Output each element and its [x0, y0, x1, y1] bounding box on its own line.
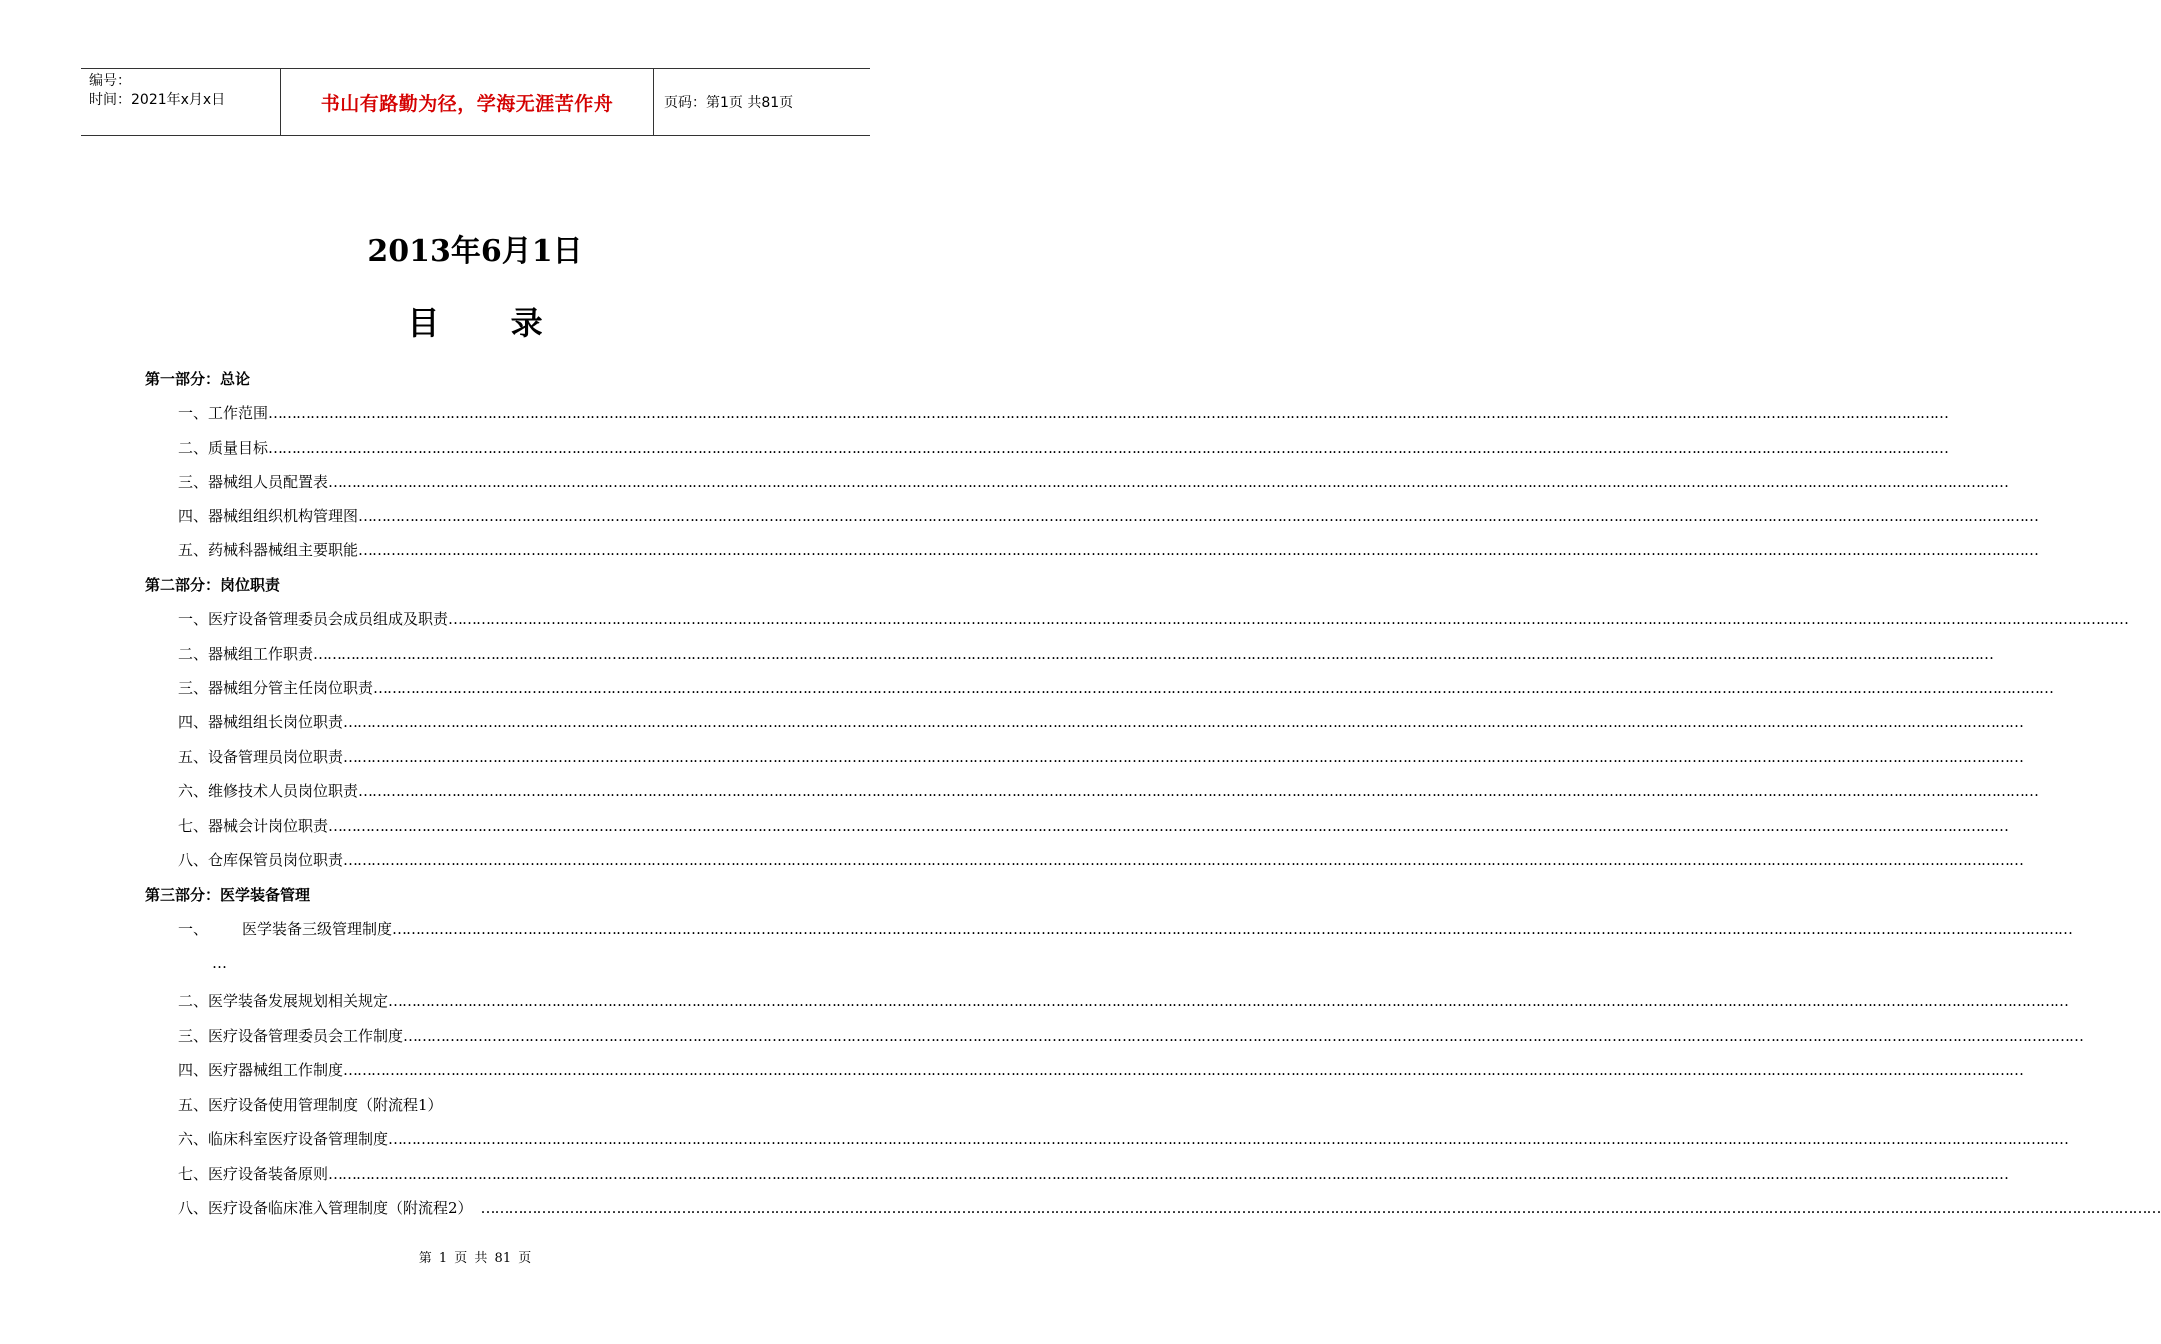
dot-leader: ……………………………………………………………………………………………………………………………………………………………………………………………………………………………………………………………………………………………………………………………… — [328, 1165, 2009, 1183]
dot-leader: ……………………………………………………………………………………………………………………………………………………………………………………………………………………………………………………………………………………………………………………………… — [388, 1130, 2069, 1148]
page-footer: 第 1 页 共 81 页 — [418, 1251, 532, 1266]
page-header — [81, 68, 870, 136]
toc-entry[interactable]: 三、医疗设备管理委员会工作制度 ……………………………………………………………………………………………………………………………………………………………………………………………………………………………………………………………………………………………………………………………… — [178, 1027, 2084, 1045]
dot-leader: ……………………………………………………………………………………………………………………………………………………………………………………………………………………………………………………………………………………………………………………………… — [358, 541, 2039, 559]
number-label: 编号： — [89, 73, 131, 89]
dot-leader: ……………………………………………………………………………………………………………………………………………………………………………………………………………………………………………………………………………………………………………………………… — [480, 1199, 2161, 1217]
toc-entry[interactable]: 五、医疗设备使用管理制度（附流程1） — [178, 1096, 443, 1114]
toc-entry[interactable]: 七、医疗设备装备原则 ……………………………………………………………………………………………………………………………………………………………………………………………………………………………………………………………………………………………………………………………… — [178, 1165, 2009, 1183]
toc-entry[interactable]: 六、维修技术人员岗位职责 ……………………………………………………………………………………………………………………………………………………………………………………………………………………………………………………………………………………………………………………………… — [178, 782, 2039, 800]
toc-entry[interactable]: 四、医疗器械组工作制度 ……………………………………………………………………………………………………………………………………………………………………………………………………………………………………………………………………………………………………………………………… — [178, 1061, 2024, 1079]
toc-entry[interactable]: 二、医学装备发展规划相关规定 ……………………………………………………………………………………………………………………………………………………………………………………………………………………………………………………………………………………………………………………………… — [178, 992, 2069, 1010]
toc-entry[interactable]: 二、质量目标 ……………………………………………………………………………………………………………………………………………………………………………………………………………………………………………………………………………………………………………………………… — [178, 439, 1949, 457]
toc-entry[interactable]: 七、器械会计岗位职责 ……………………………………………………………………………………………………………………………………………………………………………………………………………………………………………………………………………………………………………………………… — [178, 817, 2009, 835]
dot-leader: ……………………………………………………………………………………………………………………………………………………………………………………………………………………………………………………………………………………………………………………………… — [328, 817, 2009, 835]
dot-leader: ……………………………………………………………………………………………………………………………………………………………………………………………………………………………………………………………………………………………………………………………… — [358, 782, 2039, 800]
entry-number: 一、 — [178, 920, 209, 938]
dot-leader: ……………………………………………………………………………………………………………………………………………………………………………………………………………………………………………………………………………………………………………………………… — [373, 679, 2054, 697]
dot-leader: ……………………………………………………………………………………………………………………………………………………………………………………………………………………………………………………………………………………………………………………………… — [328, 473, 2009, 491]
toc-entry[interactable]: 一、 医学装备三级管理制度 ……………………………………………………………………………………………………………………………………………………………………………………………………………………………………………………………………………………………………………………………… — [178, 920, 2073, 938]
toc-entry[interactable]: 四、器械组组织机构管理图 ……………………………………………………………………………………………………………………………………………………………………………………………………………………………………………………………………………………………………………………………… — [178, 507, 2039, 525]
toc-entry[interactable]: 六、临床科室医疗设备管理制度 ……………………………………………………………………………………………………………………………………………………………………………………………………………………………………………………………………………………………………………………………… — [178, 1130, 2069, 1148]
header-meta — [81, 69, 281, 135]
toc-entry-continuation: … — [212, 954, 227, 972]
dot-leader: ……………………………………………………………………………………………………………………………………………………………………………………………………………………………………………………………………………………………………………………………… — [268, 404, 1949, 422]
document-date: 2013年6月1日 — [367, 234, 583, 269]
dot-leader: ……………………………………………………………………………………………………………………………………………………………………………………………………………………………………………………………………………………………………………………………… — [388, 992, 2069, 1010]
toc-part-1-title: 第一部分：总论 — [145, 370, 251, 388]
toc-entry[interactable]: 五、设备管理员岗位职责 ……………………………………………………………………………………………………………………………………………………………………………………………………………………………………………………………………………………………………………………………… — [178, 748, 2024, 766]
toc-entry[interactable]: 一、工作范围 ……………………………………………………………………………………………………………………………………………………………………………………………………………………………………………………………………………………………………………………………… — [178, 404, 1949, 422]
motto: 书山有路勤为径，学海无涯苦作舟 — [320, 92, 614, 115]
toc-part-3-title: 第三部分：医学装备管理 — [145, 886, 311, 904]
header-motto-cell — [281, 69, 654, 135]
dot-leader: ……………………………………………………………………………………………………………………………………………………………………………………………………………………………………………………………………………………………………………………………… — [448, 610, 2129, 628]
dot-leader: ……………………………………………………………………………………………………………………………………………………………………………………………………………………………………………………………………………………………………………………………… — [343, 851, 2024, 869]
dot-leader: ……………………………………………………………………………………………………………………………………………………………………………………………………………………………………………………………………………………………………………………………… — [343, 748, 2024, 766]
toc-entry[interactable]: 三、器械组人员配置表 ……………………………………………………………………………………………………………………………………………………………………………………………………………………………………………………………………………………………………………………………… — [178, 473, 2009, 491]
time-label: 时间：2021年x月x日 — [89, 92, 226, 108]
toc-entry[interactable]: 八、仓库保管员岗位职责 ……………………………………………………………………………………………………………………………………………………………………………………………………………………………………………………………………………………………………………………………… — [178, 851, 2024, 869]
dot-leader: ……………………………………………………………………………………………………………………………………………………………………………………………………………………………………………………………………………………………………………………………… — [343, 1061, 2024, 1079]
dot-leader: ……………………………………………………………………………………………………………………………………………………………………………………………………………………………………………………………………………………………………………………………… — [403, 1027, 2084, 1045]
toc-entry[interactable]: 二、器械组工作职责 ……………………………………………………………………………………………………………………………………………………………………………………………………………………………………………………………………………………………………………………………… — [178, 645, 1994, 663]
dot-leader: ……………………………………………………………………………………………………………………………………………………………………………………………………………………………………………………………………………………………………………………………… — [343, 713, 2024, 731]
dot-leader: ……………………………………………………………………………………………………………………………………………………………………………………………………………………………………………………………………………………………………………………………… — [392, 920, 2073, 938]
dot-leader: ……………………………………………………………………………………………………………………………………………………………………………………………………………………………………………………………………………………………………………………………… — [358, 507, 2039, 525]
toc-entry[interactable]: 四、器械组组长岗位职责 ……………………………………………………………………………………………………………………………………………………………………………………………………………………………………………………………………………………………………………………………… — [178, 713, 2024, 731]
dot-leader: ……………………………………………………………………………………………………………………………………………………………………………………………………………………………………………………………………………………………………………………………… — [313, 645, 1994, 663]
toc-entry[interactable]: 三、器械组分管主任岗位职责 ……………………………………………………………………………………………………………………………………………………………………………………………………………………………………………………………………………………………………………………………… — [178, 679, 2054, 697]
toc-entry[interactable]: 一、医疗设备管理委员会成员组成及职责 ……………………………………………………………………………………………………………………………………………………………………………………………………………………………………………………………………………………………………………………………… — [178, 610, 2129, 628]
toc-entry[interactable]: 五、药械科器械组主要职能 ……………………………………………………………………………………………………………………………………………………………………………………………………………………………………………………………………………………………………………………………… — [178, 541, 2039, 559]
toc-title: 目 录 — [407, 304, 573, 342]
toc-entry[interactable]: 八、医疗设备临床准入管理制度（附流程2） ……………………………………………………………………………………………………………………………………………………………………………………………………………………………………………………………………………………………………………………………… — [178, 1199, 2161, 1217]
toc-part-2-title: 第二部分：岗位职责 — [145, 576, 281, 594]
dot-leader: ……………………………………………………………………………………………………………………………………………………………………………………………………………………………………………………………………………………………………………………………… — [268, 439, 1949, 457]
header-page-info-cell — [654, 69, 870, 135]
page-info: 页码：第1页 共81页 — [664, 95, 794, 111]
